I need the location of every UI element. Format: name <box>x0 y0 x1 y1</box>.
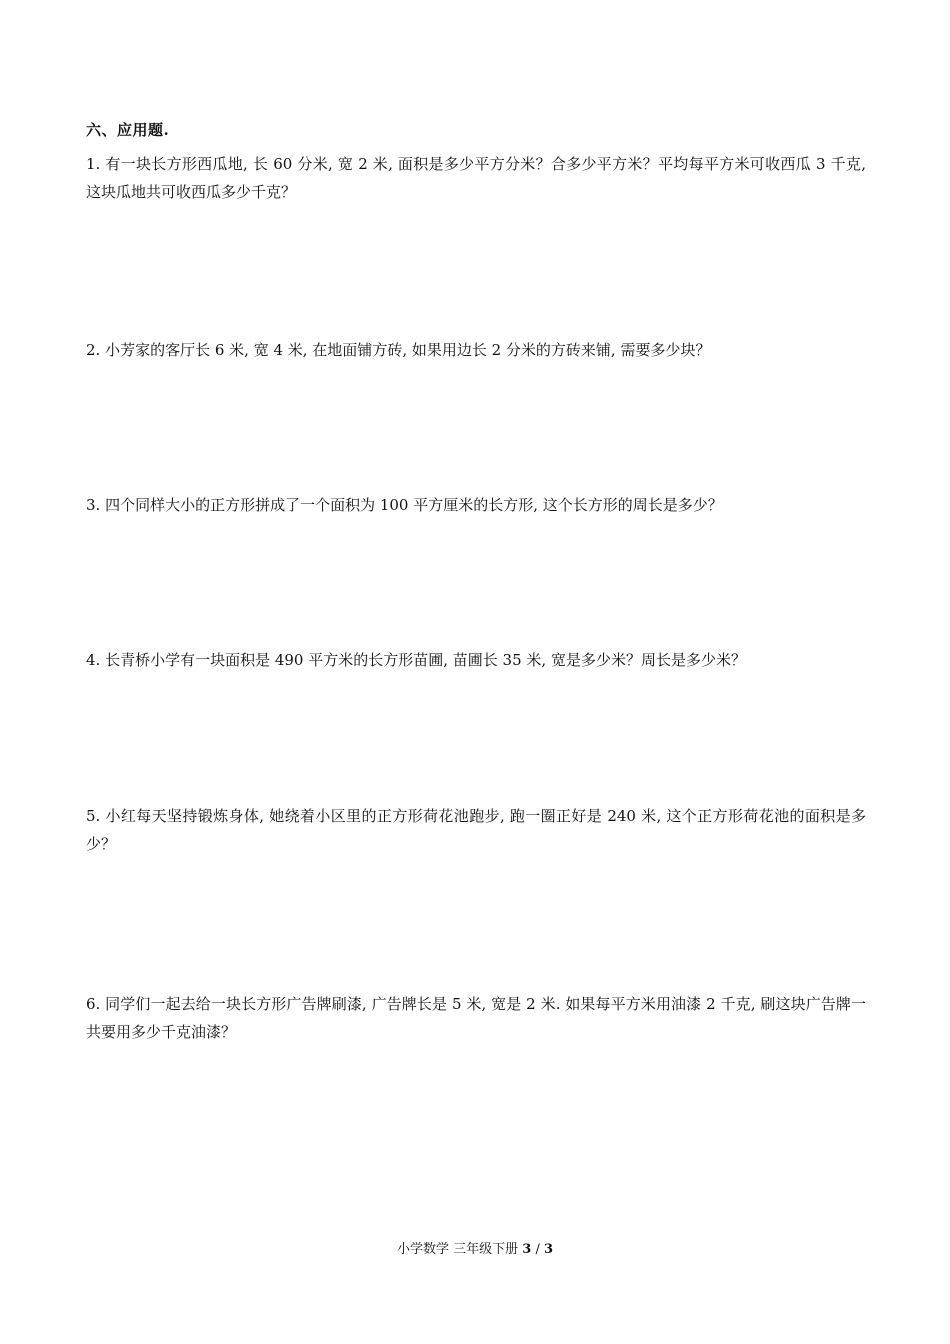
page-footer <box>0 1240 950 1260</box>
question-3: 3. 四个同样大小的正方形拼成了一个面积为 100 平方厘米的长方形, 这个长方形的周长是多少？ <box>86 496 723 514</box>
question-2: 2. 小芳家的客厅长 6 米, 宽 4 米, 在地面铺方砖, 如果用边长 2 分米的方砖来铺, 需要多少块？ <box>86 341 711 359</box>
footer-page-current: 3 <box>522 1242 532 1257</box>
question-1: 1. 有一块长方形西瓜地, 长 60 分米, 宽 2 米, 面积是多少平方分米？合多少平方米？平均每平方米可收西瓜 3 千克, 这块瓜地共可收西瓜多少千克？ <box>86 155 866 201</box>
question-6: 6. 同学们一起去给一块长方形广告牌刷漆, 广告牌长是 5 米, 宽是 2 米. 如果每平方米用油漆 2 千克, 刷这块广告牌一共要用多少千克油漆？ <box>86 995 866 1041</box>
section-title: 六、应用题. <box>86 121 170 139</box>
question-5: 5. 小红每天坚持锻炼身体, 她绕着小区里的正方形荷花池跑步, 跑一圈正好是 240 米, 这个正方形荷花池的面积是多少？ <box>86 807 866 853</box>
footer-page-separator: / <box>531 1242 544 1257</box>
footer-subject: 小学数学 三年级下册 <box>396 1242 519 1257</box>
question-4: 4. 长青桥小学有一块面积是 490 平方米的长方形苗圃, 苗圃长 35 米, 宽是多少米？周长是多少米？ <box>86 651 746 669</box>
footer-page-total: 3 <box>543 1242 554 1257</box>
